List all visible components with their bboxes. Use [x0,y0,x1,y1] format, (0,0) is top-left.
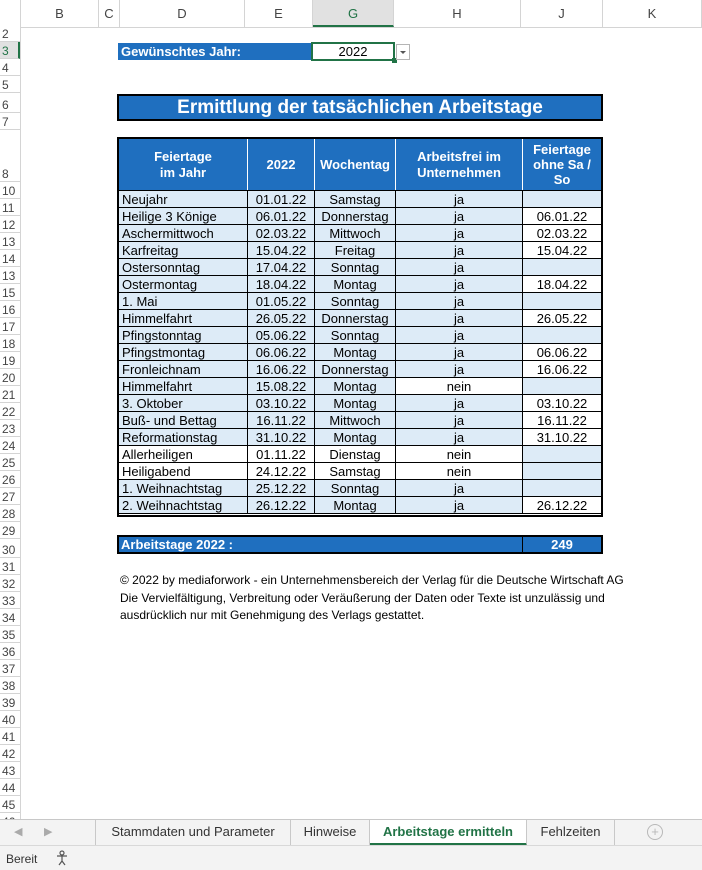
header-weekday: Wochentag [315,139,396,190]
cell-weekday-holiday[interactable] [523,480,601,497]
cell-weekday[interactable]: Montag [315,395,396,412]
row-header-41[interactable]: 41 [0,728,20,745]
cell-holiday[interactable]: Himmelfahrt [119,378,248,395]
table-row [119,242,601,259]
row-header-29[interactable]: 29 [0,522,20,539]
cell-date[interactable]: 06.01.22 [248,208,315,225]
row-header-39[interactable]: 39 [0,694,20,711]
year-dropdown-button[interactable] [396,44,410,60]
summary-value: 249 [551,537,573,552]
year-input-cell[interactable]: 2022 [311,42,395,61]
row-header-45[interactable]: 45 [0,796,20,813]
row-header-37[interactable]: 37 [0,660,20,677]
cell-workfree[interactable]: ja [396,395,523,412]
table-row [119,293,601,310]
holiday-table [117,137,603,517]
copyright-line-1: © 2022 by mediaforwork - ein Unternehmensbereich der Verlag für die Deutsche Wirtschaft AG [120,573,624,587]
cell-weekday[interactable]: Donnerstag [315,310,396,327]
row-header-40[interactable]: 40 [0,711,20,728]
row-header-2[interactable]: 2 [0,27,20,42]
cell-holiday[interactable]: Heiligabend [119,463,248,480]
row-header-17[interactable]: 17 [0,318,20,335]
cell-date[interactable]: 05.06.22 [248,327,315,344]
column-header-j[interactable]: J [521,0,603,27]
cell-date[interactable]: 16.06.22 [248,361,315,378]
cell-workfree[interactable]: nein [396,378,523,395]
row-header-11[interactable]: 11 [0,199,20,216]
row-header-15[interactable]: 15 [0,284,20,301]
table-row [119,310,601,327]
cell-weekday-holiday[interactable]: 02.03.22 [523,225,601,242]
row-header-44[interactable]: 44 [0,779,20,796]
sheet-tab-bar [0,819,702,846]
cell-workfree[interactable]: ja [396,259,523,276]
table-row [119,446,601,463]
cell-workfree[interactable]: ja [396,429,523,446]
table-row [119,208,601,225]
table-row [119,259,601,276]
row-header-14[interactable]: 14 [0,250,20,267]
cell-date[interactable]: 31.10.22 [248,429,315,446]
cell-weekday[interactable]: Montag [315,344,396,361]
row-header-23[interactable]: 23 [0,420,20,437]
cell-weekday-holiday[interactable]: 06.01.22 [523,208,601,225]
cell-weekday[interactable]: Sonntag [315,327,396,344]
cell-date[interactable]: 18.04.22 [248,276,315,293]
copyright-line-3: ausdrücklich nur mit Genehmigung des Verlags gestattet. [120,608,425,622]
row-header-10[interactable]: 10 [0,182,20,199]
cell-weekday-holiday[interactable]: 26.12.22 [523,497,601,514]
header-workfree: Arbeitsfrei im Unternehmen [396,139,523,190]
cell-workfree[interactable]: ja [396,225,523,242]
cell-date[interactable]: 17.04.22 [248,259,315,276]
cell-weekday[interactable]: Montag [315,378,396,395]
column-header-c[interactable]: C [99,0,120,27]
copyright-line-2: Die Vervielfältigung, Verbreitung oder Veräußerung der Daten oder Texte ist unzulässig und [120,590,605,605]
cell-date[interactable]: 26.12.22 [248,497,315,514]
table-row [119,378,601,395]
accessibility-icon[interactable] [54,850,70,866]
cell-weekday[interactable]: Samstag [315,463,396,480]
cell-holiday[interactable]: Heilige 3 Könige [119,208,248,225]
row-header-13[interactable]: 13 [0,233,20,250]
cell-weekday-holiday[interactable]: 15.04.22 [523,242,601,259]
cell-weekday[interactable]: Samstag [315,191,396,208]
cell-workfree[interactable]: ja [396,327,523,344]
header-holiday: Feiertage im Jahr [119,139,248,190]
row-header-7[interactable]: 7 [0,113,20,130]
cell-holiday[interactable]: Ostersonntag [119,259,248,276]
add-sheet-icon[interactable]: + [647,824,663,840]
cell-weekday[interactable]: Mittwoch [315,225,396,242]
summary-row [117,535,603,554]
column-header-h[interactable]: H [394,0,521,27]
tab-fehlzeiten[interactable]: Fehlzeiten [527,820,615,846]
cell-weekday[interactable]: Sonntag [315,480,396,497]
row-header-19[interactable]: 19 [0,352,20,369]
cell-workfree[interactable]: ja [396,344,523,361]
cell-date[interactable]: 25.12.22 [248,480,315,497]
cell-holiday[interactable]: Aschermittwoch [119,225,248,242]
tab-stammdaten[interactable]: Stammdaten und Parameter [95,820,291,846]
row-header-26[interactable]: 26 [0,471,20,488]
table-row [119,412,601,429]
cell-workfree[interactable]: ja [396,310,523,327]
row-header-36[interactable]: 36 [0,643,20,660]
table-row [119,395,601,412]
table-row [119,344,601,361]
row-header-43[interactable]: 43 [0,762,20,779]
cell-weekday-holiday[interactable]: 16.11.22 [523,412,601,429]
cell-weekday-holiday[interactable] [523,259,601,276]
row-header-38[interactable]: 38 [0,677,20,694]
row-header-31[interactable]: 31 [0,558,20,575]
column-header-k[interactable]: K [603,0,702,27]
cell-date[interactable]: 24.12.22 [248,463,315,480]
table-row [119,276,601,293]
header-weekday-holidays: Feiertage ohne Sa / So [533,142,591,187]
header-year: 2022 [248,139,315,190]
row-header-24[interactable]: 24 [0,437,20,454]
cell-workfree[interactable]: ja [396,276,523,293]
scroll-tabs-left-icon[interactable]: ◀ [14,826,23,838]
table-row [119,480,601,497]
cell-date[interactable]: 16.11.22 [248,412,315,429]
select-all-corner[interactable] [0,0,21,27]
row-header-22[interactable]: 22 [0,403,20,420]
cell-holiday[interactable]: Fronleichnam [119,361,248,378]
cell-workfree[interactable]: ja [396,412,523,429]
cell-workfree[interactable]: nein [396,463,523,480]
cell-weekday-holiday[interactable] [523,293,601,310]
column-header-g[interactable]: G [313,0,394,27]
cell-date[interactable]: 02.03.22 [248,225,315,242]
table-row [119,463,601,480]
cell-weekday-holiday[interactable] [523,327,601,344]
row-header-34[interactable]: 34 [0,609,20,626]
row-header-30[interactable]: 30 [0,539,20,558]
row-header-33[interactable]: 33 [0,592,20,609]
cell-workfree[interactable]: ja [396,497,523,514]
cell-holiday[interactable]: Ostermontag [119,276,248,293]
row-header-12[interactable]: 12 [0,216,20,233]
cell-weekday-holiday[interactable] [523,463,601,480]
row-header-8[interactable]: 8 [0,130,20,182]
row-header-6[interactable]: 6 [0,93,20,113]
cell-workfree[interactable]: ja [396,191,523,208]
row-header-3[interactable]: 3 [0,42,20,59]
year-label: Gewünschtes Jahr: [118,43,311,60]
copyright-notice [120,572,624,625]
cell-weekday[interactable]: Sonntag [315,259,396,276]
cell-weekday-holiday[interactable]: 16.06.22 [523,361,601,378]
chevron-down-icon [397,45,409,59]
cell-date[interactable]: 01.11.22 [248,446,315,463]
cell-weekday[interactable]: Montag [315,429,396,446]
cell-workfree[interactable]: ja [396,293,523,310]
cell-holiday[interactable]: Pfingstonntag [119,327,248,344]
table-row [119,497,601,514]
cell-holiday[interactable]: 1. Weihnachtstag [119,480,248,497]
table-row [119,429,601,446]
row-header-32[interactable]: 32 [0,575,20,592]
cell-holiday[interactable]: Pfingstmontag [119,344,248,361]
row-header-42[interactable]: 42 [0,745,20,762]
cell-workfree[interactable]: nein [396,446,523,463]
cell-weekday[interactable]: Montag [315,497,396,514]
row-header-27[interactable]: 27 [0,488,20,505]
cell-weekday-holiday[interactable]: 03.10.22 [523,395,601,412]
cell-weekday[interactable]: Montag [315,276,396,293]
cell-weekday-holiday[interactable] [523,378,601,395]
tab-hinweise[interactable]: Hinweise [291,820,370,846]
status-text: Bereit [6,852,38,866]
column-header-bar [0,0,702,28]
row-header-5[interactable]: 5 [0,76,20,93]
cell-holiday[interactable]: Reformationstag [119,429,248,446]
cell-weekday[interactable]: Freitag [315,242,396,259]
summary-label: Arbeitstage 2022 : [119,537,523,552]
row-header-13[interactable]: 13 [0,267,20,284]
table-row [119,361,601,378]
page-title: Ermittlung der tatsächlichen Arbeitstage [117,94,603,121]
cell-weekday-holiday[interactable]: 26.05.22 [523,310,601,327]
cell-workfree[interactable]: ja [396,242,523,259]
cell-workfree[interactable]: ja [396,480,523,497]
cell-weekday-holiday[interactable] [523,446,601,463]
status-bar [0,845,702,870]
cell-weekday-holiday[interactable]: 18.04.22 [523,276,601,293]
cell-date[interactable]: 15.08.22 [248,378,315,395]
row-header-16[interactable]: 16 [0,301,20,318]
cell-weekday[interactable]: Donnerstag [315,208,396,225]
column-header-e[interactable]: E [245,0,313,27]
cell-holiday[interactable]: 3. Oktober [119,395,248,412]
scroll-tabs-right-icon[interactable]: ▶ [44,826,53,838]
cell-date[interactable]: 26.05.22 [248,310,315,327]
cell-date[interactable]: 03.10.22 [248,395,315,412]
table-row [119,327,601,344]
row-header-divider [20,27,21,819]
cell-weekday-holiday[interactable]: 06.06.22 [523,344,601,361]
row-header-28[interactable]: 28 [0,505,20,522]
cell-holiday[interactable]: 2. Weihnachtstag [119,497,248,514]
cell-date[interactable]: 01.01.22 [248,191,315,208]
row-header-18[interactable]: 18 [0,335,20,352]
cell-date[interactable]: 06.06.22 [248,344,315,361]
column-header-b[interactable]: B [21,0,99,27]
cell-holiday[interactable]: Allerheiligen [119,446,248,463]
cell-weekday[interactable]: Sonntag [315,293,396,310]
cell-workfree[interactable]: ja [396,361,523,378]
tab-arbeitstage-ermitteln[interactable]: Arbeitstage ermitteln [370,820,527,846]
row-header-21[interactable]: 21 [0,386,20,403]
cell-holiday[interactable]: Buß- und Bettag [119,412,248,429]
table-header-row [119,139,601,191]
cell-holiday[interactable]: Neujahr [119,191,248,208]
cell-weekday-holiday[interactable]: 31.10.22 [523,429,601,446]
table-row [119,191,601,208]
row-header-25[interactable]: 25 [0,454,20,471]
row-header-20[interactable]: 20 [0,369,20,386]
cell-weekday[interactable]: Donnerstag [315,361,396,378]
cell-weekday[interactable]: Dienstag [315,446,396,463]
table-row [119,225,601,242]
cell-date[interactable]: 15.04.22 [248,242,315,259]
row-header-35[interactable]: 35 [0,626,20,643]
cell-holiday[interactable]: Himmelfahrt [119,310,248,327]
cell-date[interactable]: 01.05.22 [248,293,315,310]
column-header-d[interactable]: D [120,0,245,27]
row-header-4[interactable]: 4 [0,59,20,76]
cell-workfree[interactable]: ja [396,208,523,225]
cell-weekday-holiday[interactable] [523,191,601,208]
cell-holiday[interactable]: 1. Mai [119,293,248,310]
cell-weekday[interactable]: Mittwoch [315,412,396,429]
cell-holiday[interactable]: Karfreitag [119,242,248,259]
